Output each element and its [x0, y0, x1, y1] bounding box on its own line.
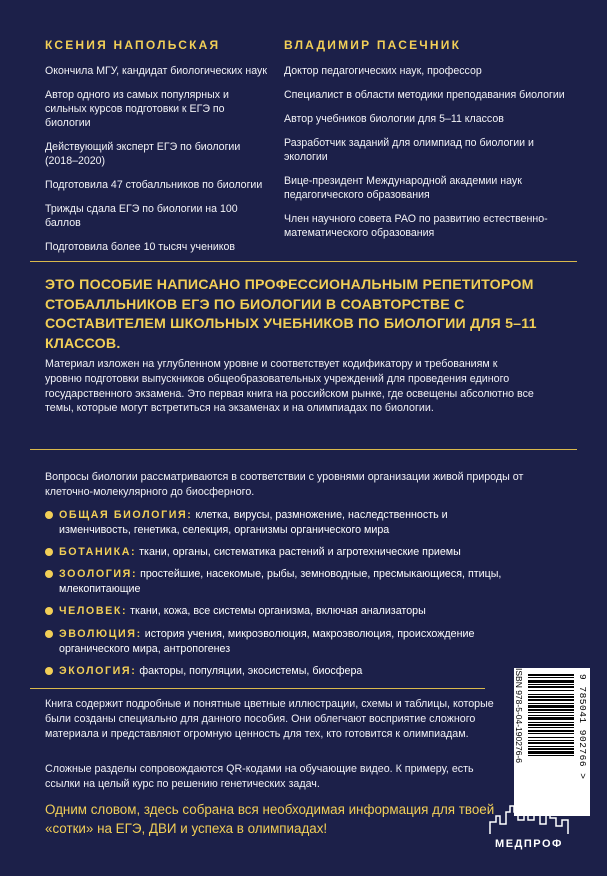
author-fact: Трижды сдала ЕГЭ по биологии на 100 баллов [45, 203, 238, 229]
topic-item [45, 664, 515, 679]
barcode-bar [528, 740, 574, 741]
barcode-bar [528, 748, 574, 750]
author-fact: Подготовила более 10 тысяч учеников [45, 241, 236, 253]
topics-intro: Вопросы биологии рассматриваются в соответствии с уровнями организации живой природы от клеточно-молекулярного до биосферного. [45, 471, 524, 498]
publisher-logo [484, 798, 574, 850]
author-column-napolskaya [45, 38, 270, 264]
author-fact: Специалист в области методики преподавания биологии [284, 89, 565, 101]
topics-list [45, 508, 515, 686]
author-fact: Окончила МГУ, кандидат биологических наук [45, 65, 267, 77]
barcode-bar [528, 677, 574, 678]
barcode-bar [528, 737, 574, 738]
topic-item [45, 545, 515, 560]
bullet-icon [45, 570, 53, 578]
topic-item [45, 627, 515, 657]
topic-text: факторы, популяции, экосистемы, биосфера [136, 664, 363, 677]
barcode-bar [528, 755, 574, 756]
qr-note-paragraph: Сложные разделы сопровождаются QR-кодами на обучающие видео. К примеру, есть ссылки на целый курс по решению генетических задач. [45, 763, 474, 790]
barcode-bar [528, 709, 574, 711]
barcode-bar [528, 680, 574, 683]
author-fact: Разработчик заданий для олимпиад по биологии и экологии [284, 137, 534, 163]
author-fact: Доктор педагогических наук, профессор [284, 65, 482, 77]
barcode-bar [528, 690, 574, 691]
barcode-number: 9 785041 902766 > [577, 674, 588, 780]
barcode-bar [528, 674, 574, 676]
divider [30, 688, 485, 689]
topic-name: ЧЕЛОВЕК: [59, 605, 128, 618]
topic-name: ОБЩАЯ БИОЛОГИЯ: [59, 509, 193, 521]
barcode-bar [528, 712, 574, 713]
barcode-bar [528, 717, 574, 720]
bullet-icon [45, 667, 53, 675]
author-fact: Член научного совета РАО по развитию естественно-математического образования [284, 213, 548, 239]
barcode-bar [528, 686, 574, 688]
topic-text: история учения, микроэволюция, макроэволюция, происхождение органического мира, антропогенез [59, 627, 475, 655]
isbn-label: ISBN 978-5-04-190276-6 [514, 668, 524, 763]
closing-statement: Одним словом, здесь собрана вся необходимая информация для твоей «сотки» на ЕГЭ, ДВИ и успеха в олимпиадах! [45, 802, 495, 836]
topic-text: простейшие, насекомые, рыбы, земноводные, пресмыкающиеся, птицы, млекопитающие [59, 568, 502, 596]
topic-item [45, 604, 515, 619]
topic-text: клетка, вирусы, размножение, наследственность и изменчивость, генетика, селекция, организмы органического мира [59, 509, 448, 536]
barcode-bar [528, 705, 574, 708]
author-facts [284, 64, 574, 240]
bullet-icon [45, 511, 53, 519]
barcode [514, 668, 590, 816]
publisher-name: МЕДПРОФ [495, 838, 563, 850]
bullet-icon [45, 548, 53, 556]
intro-paragraph: Материал изложен на углубленном уровне и соответствует кодификатору и требованиям к уровню подготовки выпускников общеобразовательных учреждений для проведения единого государственного экзамена. Это первая книга на российском рынке, где освещены абсолютно все темы, которые могут встретиться на экзаменах и на олимпиадах по биологии. [45, 358, 534, 415]
bullet-icon [45, 630, 53, 638]
barcode-bar [528, 699, 574, 701]
author-fact: Автор учебников биологии для 5–11 классов [284, 113, 504, 125]
topic-text: ткани, кожа, все системы организма, включая анализаторы [127, 605, 426, 618]
barcode-bar [528, 730, 574, 732]
barcode-bar [528, 733, 574, 734]
topic-name: БОТАНИКА: [59, 546, 137, 559]
author-fact: Вице-президент Международной академии наук педагогического образования [284, 175, 522, 201]
barcode-bar [528, 751, 574, 754]
barcode-bar [528, 696, 574, 698]
author-fact: Действующий эксперт ЕГЭ по биологии (2018–2020) [45, 141, 241, 167]
barcode-bar [528, 715, 574, 716]
author-name: ВЛАДИМИР ПАСЕЧНИК [284, 38, 462, 52]
bullet-icon [45, 607, 53, 615]
topic-item [45, 508, 515, 538]
headline: ЭТО ПОСОБИЕ НАПИСАНО ПРОФЕССИОНАЛЬНЫМ РЕПЕТИТОРОМ СТОБАЛЛЬНИКОВ ЕГЭ ПО БИОЛОГИИ В СОАВТОРСТВЕ С СОСТАВИТЕЛЕМ ШКОЛЬНЫХ УЧЕБНИКОВ ПО БИОЛОГИИ ДЛЯ 5–11 КЛАССОВ. [45, 277, 537, 352]
topic-name: ЭКОЛОГИЯ: [59, 664, 137, 677]
author-name: КСЕНИЯ НАПОЛЬСКАЯ [45, 38, 221, 52]
author-fact: Автор одного из самых популярных и сильных курсов подготовки к ЕГЭ по биологии [45, 89, 229, 129]
divider [30, 449, 577, 450]
author-column-pasechnik [284, 38, 574, 250]
author-fact: Подготовила 47 стобалльников по биологии [45, 179, 263, 191]
barcode-bar [528, 724, 574, 726]
barcode-bar [528, 742, 574, 744]
topic-name: ЗООЛОГИЯ: [59, 568, 138, 581]
barcode-bar [528, 684, 574, 685]
barcode-bar [528, 703, 574, 704]
illustrations-paragraph: Книга содержит подробные и понятные цветные иллюстрации, схемы и таблицы, которые были созданы специально для данного пособия. Они облегчают восприятие сложного материала и представляют огромную ценность для тех, кто готовится к олимпиадам. [45, 698, 494, 740]
barcode-bar [528, 746, 574, 747]
divider [30, 261, 577, 262]
topic-item [45, 567, 515, 597]
topic-name: ЭВОЛЮЦИЯ: [59, 627, 142, 640]
topic-text: ткани, органы, систематика растений и агротехнические приемы [136, 546, 461, 559]
city-skyline-icon [484, 798, 574, 836]
barcode-bar [528, 722, 574, 723]
author-facts [45, 64, 270, 254]
barcode-bar [528, 727, 574, 728]
barcode-bar [528, 694, 574, 695]
